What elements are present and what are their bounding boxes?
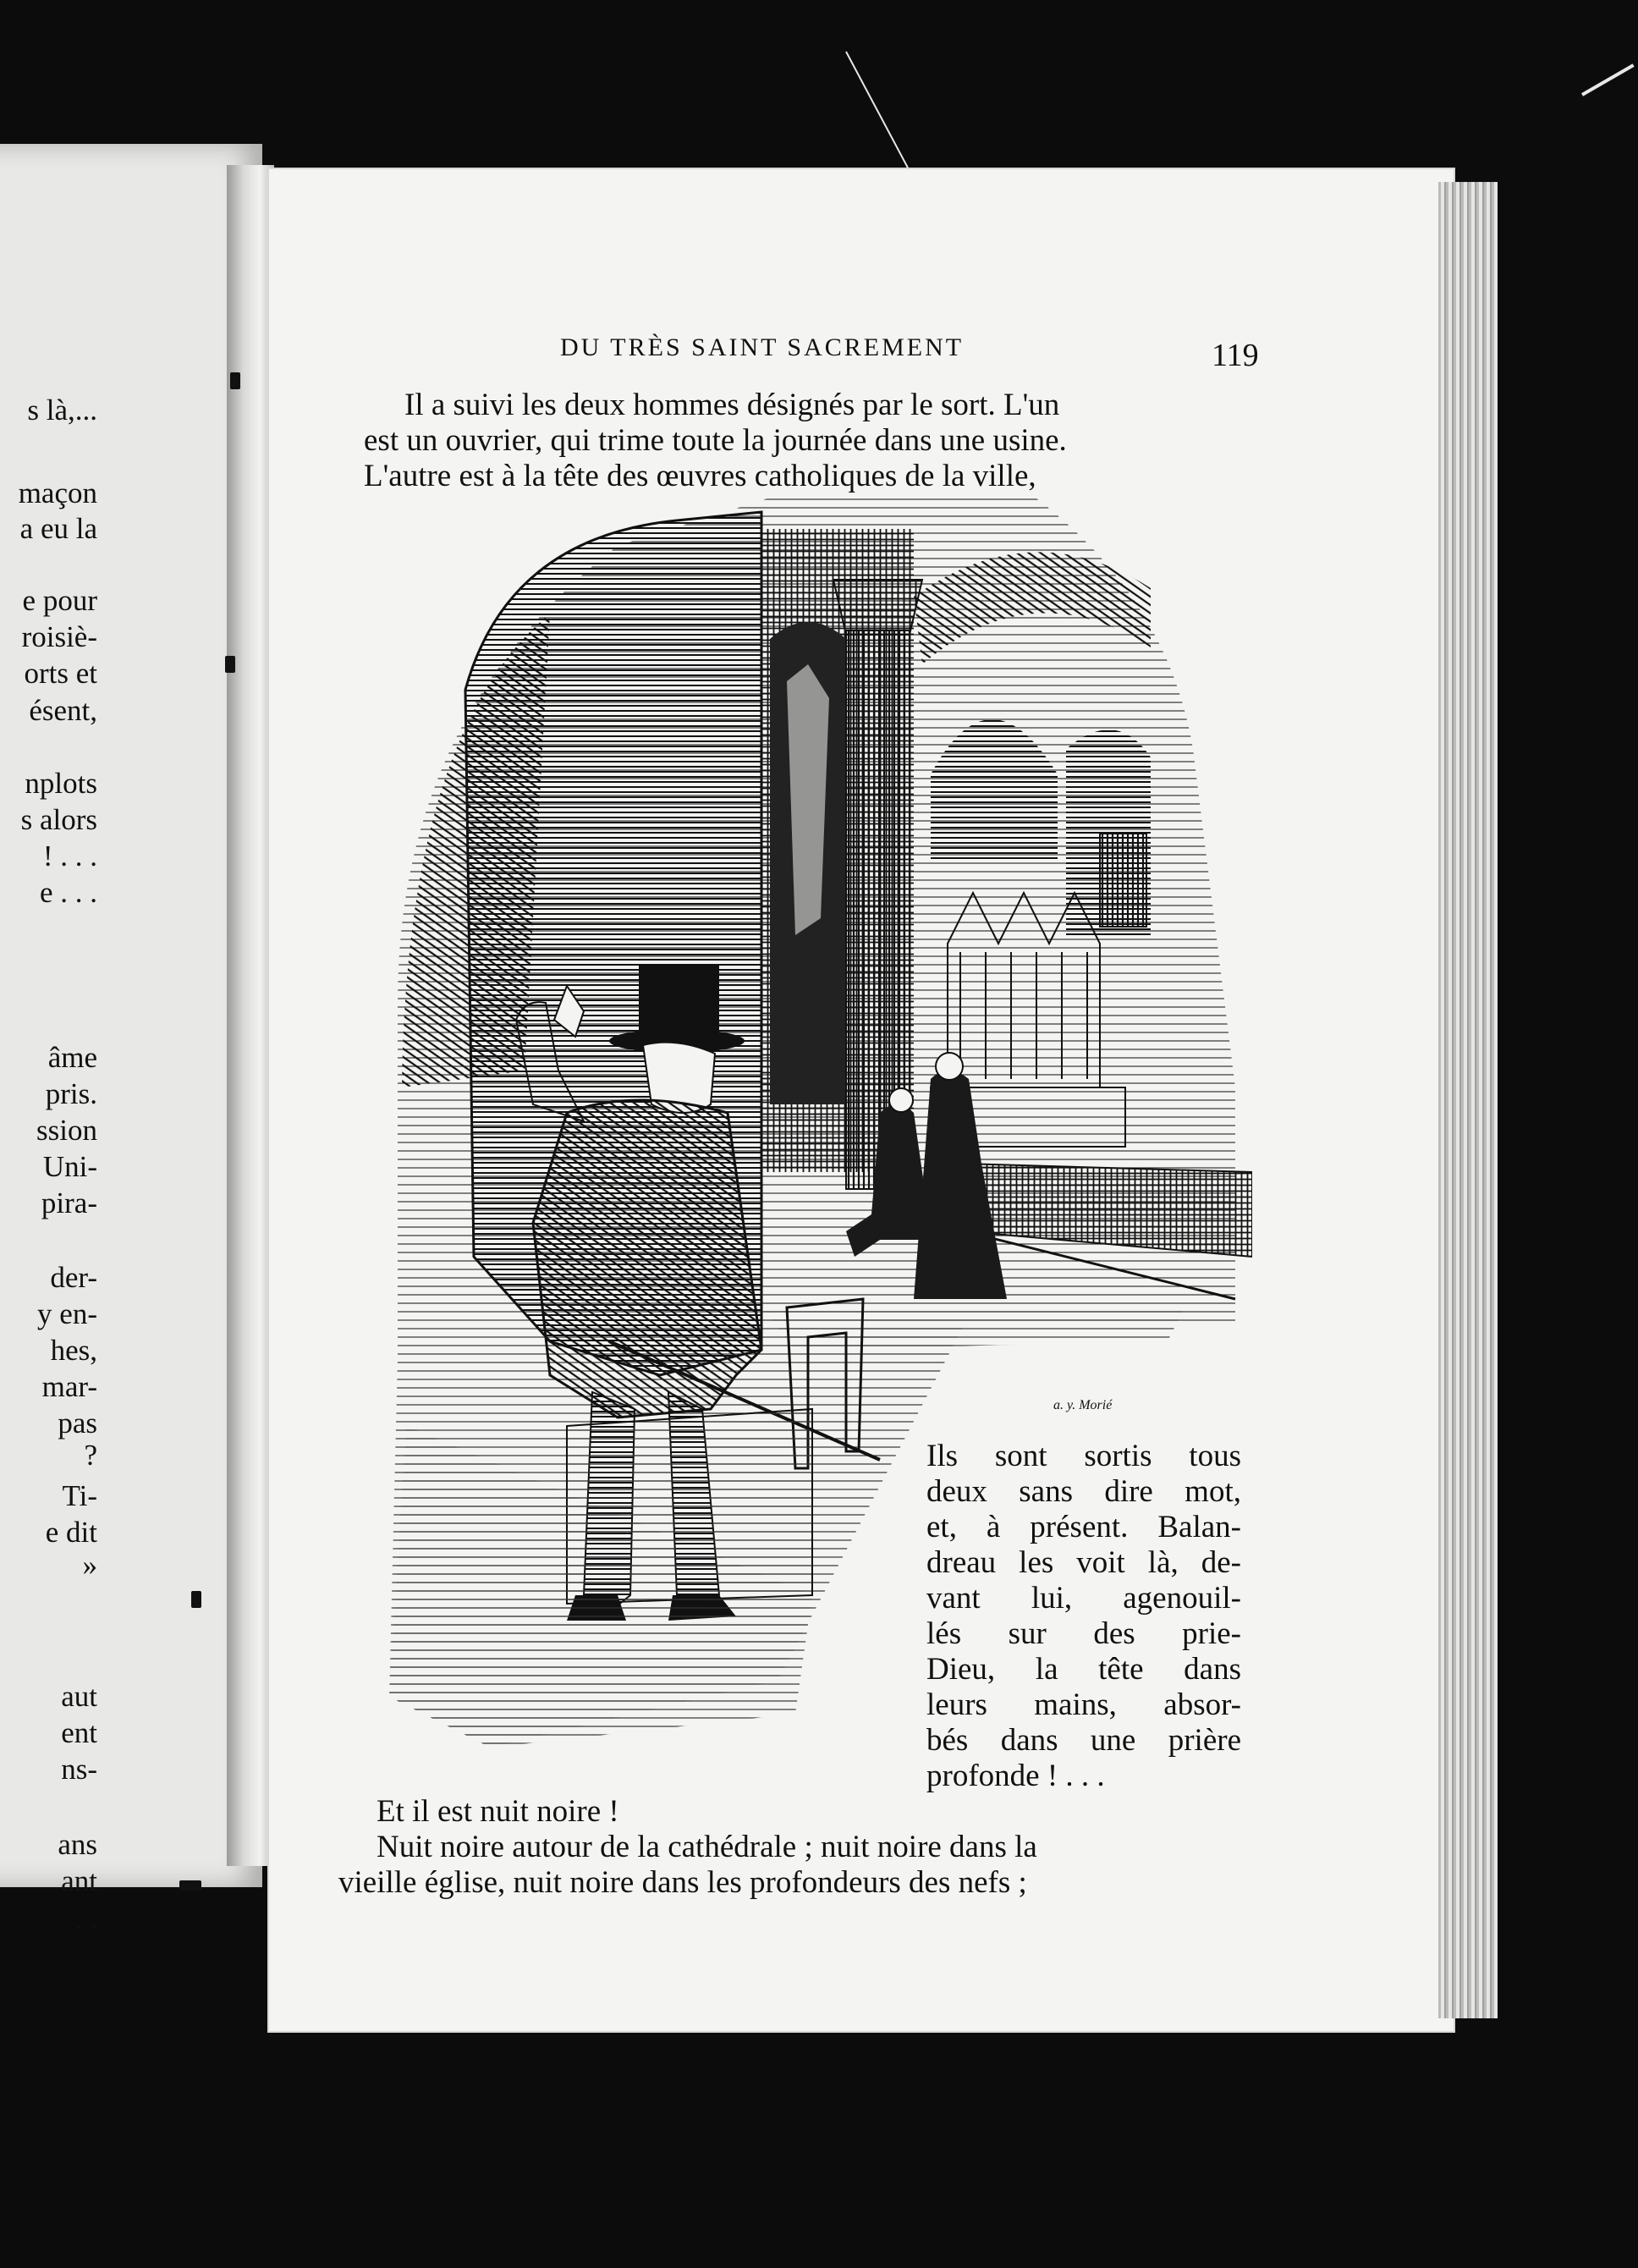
left-fragment: maçon [18,476,97,509]
left-fragment: Ti- [62,1479,97,1512]
left-fragment: ? [84,1439,97,1472]
wrapped-line: Dieu, la tête dans [926,1652,1241,1687]
wrapped-line: Ils sont sortis tous [926,1439,1241,1473]
binding-thread-mark [230,372,240,389]
body-line: Nuit noire autour de la cathédrale ; nuit noire dans la [377,1830,1037,1864]
binding-thread-mark [225,656,235,673]
left-fragment: orts et [24,657,97,690]
left-fragment: ant [61,1864,97,1897]
left-fragment: ssion [36,1114,97,1147]
left-fragment: hes, [50,1334,97,1367]
left-fragment: Uni- [42,1150,97,1183]
left-fragment: ans [58,1828,97,1861]
left-fragment: a eu la [19,512,97,545]
wrapped-line: profonde ! . . . [926,1759,1105,1793]
body-line: vieille église, nuit noire dans les profondeurs des nefs ; [338,1865,1027,1900]
left-fragment: » [82,1549,97,1582]
left-fragment: âme [47,1041,97,1074]
left-fragment: ent [61,1716,97,1749]
left-fragment: der- [50,1261,97,1294]
left-fragment: aut [61,1680,97,1713]
left-fragment: y en- [37,1297,97,1330]
binding-thread-mark [179,1880,201,1891]
left-fragment: s alors [20,803,97,836]
body-line: Et il est nuit noire ! [377,1794,619,1829]
left-page-text-fragments [0,0,262,2268]
book-gutter [227,165,274,1866]
body-line: est un ouvrier, qui trime toute la journée dans une usine. [364,423,1067,458]
page-block-edges [1438,182,1498,2018]
left-fragment: ! . . . [42,839,97,873]
left-fragment: roisiè- [21,620,97,653]
left-fragment: nplots [25,767,97,800]
left-fragment: pira- [41,1186,97,1219]
film-scratch [1581,63,1635,96]
wrapped-line: lés sur des prie- [926,1616,1241,1651]
wrapped-line: bés dans une prière [926,1723,1241,1758]
wrapped-line: et, à présent. Balan- [926,1510,1241,1544]
body-line: Il a suivi les deux hommes désignés par le sort. L'un [404,388,1060,422]
wrapped-line: deux sans dire mot, [926,1474,1241,1509]
left-fragment: pas [58,1406,97,1440]
body-line: L'autre est à la tête des œuvres catholiques de la ville, [364,459,1036,493]
left-fragment: e pour [22,584,97,617]
left-fragment: e dit [45,1516,97,1549]
left-fragment: e . . . [39,876,97,909]
left-fragment: mar- [41,1370,97,1403]
wrapped-line: vant lui, agenouil- [926,1581,1241,1616]
binding-thread-mark [191,1591,201,1608]
engraver-signature: a. y. Morié [1053,1398,1113,1412]
wrapped-line: leurs mains, absor- [926,1687,1241,1722]
left-fragment: ésent, [29,694,97,727]
left-fragment: pris. [45,1077,97,1110]
wrapped-line: dreau les voit là, de- [926,1545,1241,1580]
page-number: 119 [1212,338,1259,373]
left-fragment: s là,... [27,394,97,427]
left-fragment: . . [74,1902,97,1935]
left-fragment: ns- [61,1753,97,1786]
running-head: DU TRÈS SAINT SACREMENT [560,333,965,361]
